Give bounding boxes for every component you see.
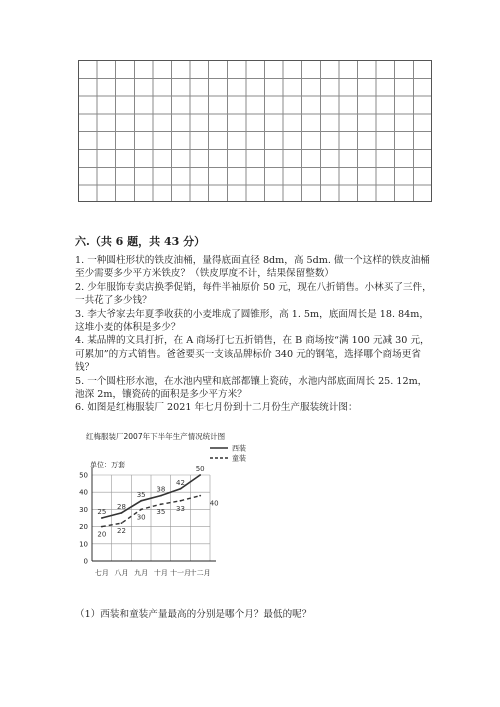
data-point: [180, 500, 182, 502]
problem-item: 2. 少年服饰专卖店换季促销，每件半袖原价 50 元，现在八折销售。小林买了三件，一共花了多少钱？: [75, 281, 432, 307]
y-tick-label: 20: [79, 523, 88, 532]
y-tick-label: 30: [79, 505, 88, 514]
data-label: 50: [195, 465, 205, 473]
data-point: [160, 503, 162, 505]
data-label: 35: [136, 490, 146, 499]
chart-svg: [70, 425, 300, 585]
y-tick-label: 0: [83, 557, 88, 566]
data-point: [199, 474, 201, 476]
data-point: [140, 500, 142, 502]
data-point: [180, 488, 182, 490]
x-tick-label: 十二月: [189, 569, 211, 577]
data-point: [121, 522, 123, 524]
section-title: 六.（共 6 题，共 43 分）: [75, 235, 206, 248]
x-tick-label: 十月: [153, 569, 168, 577]
legend-label: 西装: [232, 444, 246, 453]
y-tick-label: 40: [79, 488, 88, 497]
data-label: 28: [117, 502, 126, 511]
problem-item: 3. 李大爷家去年夏季收获的小麦堆成了圆锥形，高 1. 5m，底面周长是 18. 84m，这堆小麦的体积是多少？: [75, 308, 429, 334]
sub-question: （1）西装和童装产量最高的分别是哪个月？最低的呢？: [75, 609, 312, 620]
answer-grid: [78, 60, 432, 202]
chart-unit-label: 单位：万套: [90, 461, 125, 469]
problem-item: 6. 如图是红梅服装厂 2021 年七月份到十二月份生产服装统计图：: [75, 402, 358, 414]
y-tick-label: 50: [79, 471, 88, 480]
legend-label: 童装: [232, 454, 246, 463]
x-tick-label: 十一月: [170, 569, 191, 577]
data-point: [140, 509, 142, 511]
line-chart: [70, 425, 300, 585]
data-label: 38: [156, 485, 166, 494]
problem-list: [75, 254, 435, 415]
problem-item: 4. 某品牌的文具打折，在 A 商场打七五折销售，在 B 商场按“满 100 元减 30 元，可累加”的方式销售。爸爸要买一支该品牌标价 340 元的钢笔，选择哪个商场更省钱？: [75, 335, 430, 374]
data-label: 30: [136, 513, 146, 522]
data-point: [121, 512, 123, 514]
problem-item: 1. 一种圆柱形状的铁皮油桶，量得底面直径 8dm，高 5dm. 做一个这样的铁皮油桶至少需要多少平方米铁皮？（铁皮厚度不计，结果保留整数）: [75, 255, 430, 280]
problem-item: 5. 一个圆柱形水池，在水池内壁和底部都镶上瓷砖，水池内部底面周长 25. 12m，池深 2m，镶瓷砖的面积是多少平方米？: [75, 375, 428, 401]
x-tick-label: 七月: [94, 569, 109, 577]
data-label: 40: [209, 499, 219, 508]
y-tick-label: 10: [79, 540, 88, 549]
data-label: 20: [97, 530, 107, 539]
data-point: [199, 495, 201, 497]
data-label: 33: [176, 504, 185, 513]
data-label: 25: [97, 508, 107, 516]
data-label: 42: [176, 478, 185, 487]
data-label: 22: [117, 527, 126, 536]
data-point: [101, 517, 103, 519]
data-label: 35: [156, 508, 166, 517]
data-point: [160, 495, 162, 497]
x-tick-label: 九月: [134, 569, 149, 577]
data-point: [101, 526, 103, 528]
chart-title: 红梅服装厂2007年下半年生产情况统计图: [86, 432, 226, 441]
x-tick-label: 八月: [114, 569, 129, 577]
